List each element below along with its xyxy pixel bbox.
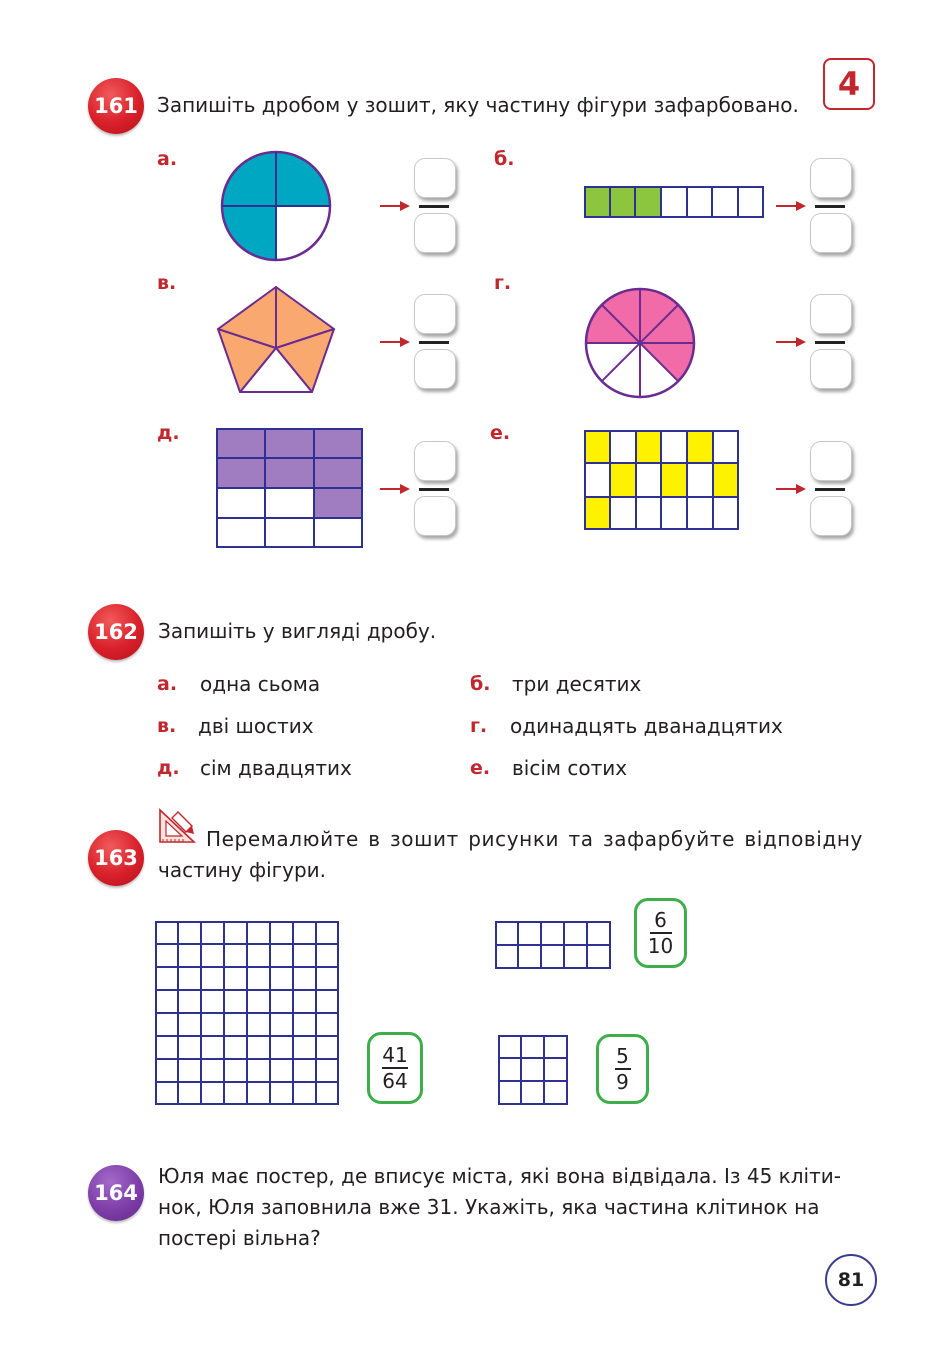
answer-denominator-v[interactable]: [414, 349, 456, 389]
fraction-denominator: 10: [647, 934, 674, 958]
item-text: сім двадцятих: [200, 756, 352, 780]
item-label: д.: [157, 757, 180, 779]
task-162-badge: 162: [88, 604, 144, 660]
fraction-bar: [419, 341, 449, 344]
answer-denominator-d[interactable]: [414, 496, 456, 536]
grid-3x3: [498, 1035, 568, 1105]
answer-numerator-b[interactable]: [810, 158, 852, 198]
page-number: 81: [825, 1254, 877, 1306]
task-162-text: Запишіть у вигляді дробу.: [158, 619, 437, 643]
fraction-bar: [815, 488, 845, 491]
fraction-badge-6-10: [634, 898, 687, 968]
task-163-badge: 163: [88, 830, 144, 886]
fraction-numerator: 6: [654, 908, 667, 932]
figure-v-pentagon: [215, 285, 337, 395]
fraction-badge-5-9: [596, 1034, 649, 1104]
task-164-line3: постері вільна?: [158, 1226, 321, 1250]
answer-denominator-e[interactable]: [810, 496, 852, 536]
item-label: г.: [470, 715, 488, 737]
answer-denominator-a[interactable]: [414, 213, 456, 253]
fraction-badge-41-64: [367, 1032, 423, 1104]
task-161-text: Запишіть дробом у зошит, яку частину фігури зафарбовано.: [157, 93, 799, 117]
answer-numerator-a[interactable]: [414, 158, 456, 198]
pencil-ruler-icon: [158, 808, 196, 844]
task-163-line2: частину фігури.: [158, 858, 327, 882]
label-e: е.: [490, 422, 511, 444]
arrow-right-icon: [380, 483, 410, 495]
chapter-number: 4: [823, 58, 875, 110]
fraction-numerator: 5: [616, 1044, 629, 1068]
label-b: б.: [494, 148, 515, 170]
label-a: а.: [157, 148, 178, 170]
arrow-right-icon: [776, 200, 806, 212]
task-164-line2: нок, Юля заповнила вже 31. Укажіть, яка частина клітинок на: [158, 1195, 820, 1219]
arrow-right-icon: [776, 336, 806, 348]
arrow-right-icon: [380, 200, 410, 212]
fraction-denominator: 64: [382, 1069, 408, 1093]
item-label: е.: [470, 757, 491, 779]
fraction-bar: [815, 205, 845, 208]
answer-numerator-e[interactable]: [810, 441, 852, 481]
figure-a-circle: [220, 150, 332, 262]
item-text: одна сьома: [200, 672, 321, 696]
figure-e-grid: [584, 430, 739, 530]
fraction-numerator: 41: [382, 1043, 408, 1067]
fraction-denominator: 9: [616, 1070, 629, 1094]
task-164-line1: Юля має постер, де вписує міста, які вона відвідала. Із 45 кліти-: [158, 1164, 841, 1188]
item-text: вісім сотих: [512, 756, 628, 780]
answer-numerator-g[interactable]: [810, 294, 852, 334]
answer-denominator-b[interactable]: [810, 213, 852, 253]
item-label: в.: [157, 715, 177, 737]
figure-g-circle: [584, 287, 696, 399]
task-164-badge: 164: [88, 1165, 144, 1221]
fraction-bar: [419, 205, 449, 208]
answer-numerator-v[interactable]: [414, 294, 456, 334]
arrow-right-icon: [380, 336, 410, 348]
grid-8x8: [155, 921, 339, 1105]
item-text: дві шостих: [198, 714, 314, 738]
item-label: а.: [157, 673, 178, 695]
item-text: одинадцять дванадцятих: [510, 714, 783, 738]
task-163-line1: Перемалюйте в зошит рисунки та зафарбуйте відповідну: [206, 827, 863, 851]
label-g: г.: [494, 272, 512, 294]
answer-numerator-d[interactable]: [414, 441, 456, 481]
task-161-badge: 161: [88, 78, 144, 134]
item-label: б.: [470, 673, 491, 695]
grid-5x2: [495, 921, 611, 969]
fraction-bar: [419, 488, 449, 491]
figure-d-grid: [216, 428, 363, 548]
answer-denominator-g[interactable]: [810, 349, 852, 389]
figure-b-strip: [584, 186, 764, 218]
label-d: д.: [157, 422, 180, 444]
arrow-right-icon: [776, 483, 806, 495]
fraction-bar: [815, 341, 845, 344]
label-v: в.: [157, 272, 177, 294]
item-text: три десятих: [512, 672, 642, 696]
